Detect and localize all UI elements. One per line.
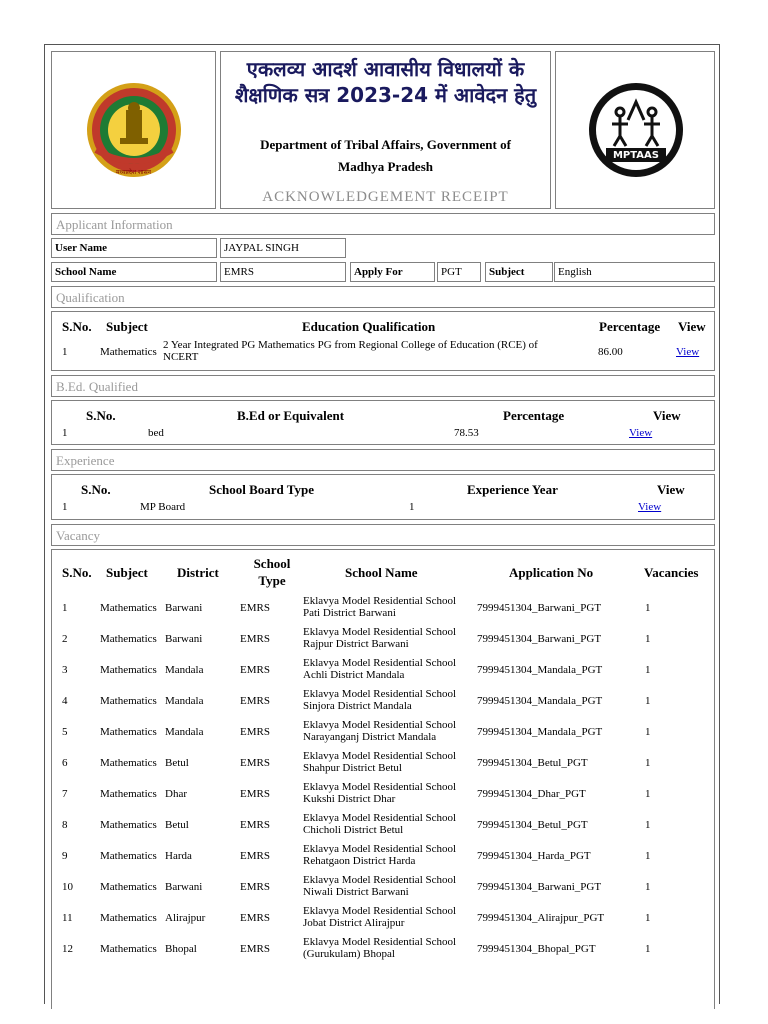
- vac-row-application-no: 7999451304_Harda_PGT: [477, 850, 591, 862]
- bed-row-sno: 1: [62, 427, 68, 439]
- vac-row-application-no: 7999451304_Mandala_PGT: [477, 695, 603, 707]
- vac-row-school-name: Eklavya Model Residential School Niwali District Barwani: [303, 874, 457, 898]
- vac-row-district: Harda: [165, 850, 192, 862]
- vac-row-vacancies: 1: [645, 726, 651, 738]
- bed-header-percentage: Percentage: [503, 408, 565, 423]
- table-row: [52, 872, 714, 903]
- vac-row-subject: Mathematics: [100, 943, 157, 955]
- receipt-page: [44, 44, 720, 1004]
- vac-row-school-name: Eklavya Model Residential School Chicholi District Betul: [303, 812, 457, 836]
- right-logo-text: MPTAAS: [612, 150, 659, 161]
- table-row: [52, 841, 714, 872]
- table-row: [52, 717, 714, 748]
- qualification-section-header: Qualification: [51, 286, 715, 308]
- vac-row-subject: Mathematics: [100, 850, 157, 862]
- qual-row-education: 2 Year Integrated PG Mathematics PG from Regional College of Education (RCE) of NCERT: [163, 339, 538, 363]
- vac-row-application-no: 7999451304_Alirajpur_PGT: [477, 912, 605, 924]
- vac-row-school-name: Eklavya Model Residential School Rehatgaon District Harda: [303, 843, 457, 867]
- qual-header-view: View: [678, 319, 706, 334]
- vac-row-application-no: 7999451304_Betul_PGT: [477, 819, 588, 831]
- qual-row-percentage: 86.00: [598, 346, 623, 358]
- table-row: [52, 593, 714, 624]
- vac-row-school-name: Eklavya Model Residential School Achli District Mandala: [303, 657, 457, 681]
- vac-row-subject: Mathematics: [100, 695, 157, 707]
- vac-row-subject: Mathematics: [100, 726, 157, 738]
- table-row: [52, 903, 714, 934]
- qual-row-sno: 1: [62, 346, 68, 358]
- vac-row-district: Betul: [165, 757, 189, 769]
- vac-row-vacancies: 1: [645, 788, 651, 800]
- vac-row-district: Barwani: [165, 602, 203, 614]
- vac-row-vacancies: 1: [645, 881, 651, 893]
- table-row: [52, 934, 714, 965]
- vac-row-subject: Mathematics: [100, 664, 157, 676]
- vac-row-sno: 5: [62, 726, 68, 738]
- subject-label: Subject: [485, 262, 553, 282]
- exp-header-view: View: [657, 482, 685, 497]
- left-logo-cell: [51, 51, 216, 209]
- exp-row-sno: 1: [62, 501, 68, 513]
- vac-row-school-name: Eklavya Model Residential School Rajpur District Barwani: [303, 626, 457, 650]
- exp-header-board: School Board Type: [209, 482, 314, 497]
- vac-row-school-type: EMRS: [240, 726, 270, 738]
- qual-header-sno: S.No.: [62, 319, 92, 334]
- mptaas-logo: [586, 80, 686, 180]
- vac-header-vacancies: Vacancies: [644, 565, 699, 580]
- exp-header-years: Experience Year: [467, 482, 558, 497]
- bed-header-name: B.Ed or Equivalent: [237, 408, 345, 423]
- vacancy-section-header: Vacancy: [51, 524, 715, 546]
- qualification-table: [51, 311, 715, 371]
- exp-header-sno: S.No.: [81, 482, 111, 497]
- vac-row-sno: 3: [62, 664, 68, 676]
- vac-row-sno: 1: [62, 602, 68, 614]
- vac-row-vacancies: 1: [645, 943, 651, 955]
- vac-header-application-no: Application No: [509, 565, 594, 580]
- vac-row-subject: Mathematics: [100, 757, 157, 769]
- bed-row-name: bed: [148, 427, 164, 439]
- user-name-value: JAYPAL SINGH: [220, 238, 346, 258]
- vac-header-sno: S.No.: [62, 565, 92, 580]
- school-name-value: EMRS: [220, 262, 346, 282]
- apply-for-label: Apply For: [350, 262, 435, 282]
- vac-row-district: Barwani: [165, 633, 203, 645]
- vac-row-school-type: EMRS: [240, 788, 270, 800]
- vac-row-vacancies: 1: [645, 819, 651, 831]
- vac-row-school-type: EMRS: [240, 757, 270, 769]
- school-name-label: School Name: [51, 262, 217, 282]
- vac-row-school-type: EMRS: [240, 943, 270, 955]
- table-row: [52, 655, 714, 686]
- vac-row-sno: 10: [62, 881, 73, 893]
- vac-row-application-no: 7999451304_Barwani_PGT: [477, 881, 602, 893]
- vac-header-school-type: School Type: [253, 556, 291, 588]
- department-name: Department of Tribal Affairs, Government of Madhya Pradesh: [260, 137, 511, 174]
- experience-table: [51, 474, 715, 520]
- vac-row-school-type: EMRS: [240, 881, 270, 893]
- vac-row-school-name: Eklavya Model Residential School Narayanganj District Mandala: [303, 719, 457, 743]
- vac-row-subject: Mathematics: [100, 819, 157, 831]
- vac-row-subject: Mathematics: [100, 633, 157, 645]
- vac-row-vacancies: 1: [645, 695, 651, 707]
- table-row: [52, 810, 714, 841]
- vac-row-subject: Mathematics: [100, 602, 157, 614]
- vac-row-sno: 11: [62, 912, 73, 924]
- vac-row-school-name: Eklavya Model Residential School Shahpur District Betul: [303, 750, 457, 774]
- bed-table: [51, 400, 715, 445]
- vac-row-school-type: EMRS: [240, 819, 270, 831]
- vac-row-school-type: EMRS: [240, 664, 270, 676]
- vac-row-district: Alirajpur: [165, 912, 206, 924]
- vac-row-sno: 12: [62, 943, 73, 955]
- vac-row-sno: 9: [62, 850, 68, 862]
- vac-row-school-name: Eklavya Model Residential School Sinjora District Mandala: [303, 688, 457, 712]
- vac-row-application-no: 7999451304_Bhopal_PGT: [477, 943, 596, 955]
- applicant-section-header: Applicant Information: [51, 213, 715, 235]
- vac-row-application-no: 7999451304_Mandala_PGT: [477, 726, 603, 738]
- user-name-label: User Name: [51, 238, 217, 258]
- vac-header-district: District: [177, 565, 219, 580]
- vac-row-district: Mandala: [165, 726, 204, 738]
- vac-row-sno: 6: [62, 757, 68, 769]
- vac-row-district: Dhar: [165, 788, 187, 800]
- vac-row-school-name: Eklavya Model Residential School Jobat District Alirajpur: [303, 905, 457, 929]
- table-row: [52, 624, 714, 655]
- vac-row-school-type: EMRS: [240, 633, 270, 645]
- apply-for-value: PGT: [437, 262, 481, 282]
- vac-row-sno: 7: [62, 788, 68, 800]
- bed-row-percentage: 78.53: [454, 427, 479, 439]
- vac-row-sno: 8: [62, 819, 68, 831]
- title-cell: [220, 51, 551, 209]
- vac-row-vacancies: 1: [645, 912, 651, 924]
- qual-header-subject: Subject: [106, 319, 148, 334]
- vac-row-application-no: 7999451304_Dhar_PGT: [477, 788, 586, 800]
- bed-header-sno: S.No.: [86, 408, 116, 423]
- vac-row-subject: Mathematics: [100, 881, 157, 893]
- table-row: [52, 686, 714, 717]
- vac-row-vacancies: 1: [645, 757, 651, 769]
- vac-row-district: Mandala: [165, 664, 204, 676]
- qual-row-subject: Mathematics: [100, 346, 157, 358]
- vac-row-school-type: EMRS: [240, 850, 270, 862]
- vac-row-school-name: Eklavya Model Residential School Pati District Barwani: [303, 595, 457, 619]
- vac-row-school-name: Eklavya Model Residential School (Gurukulam) Bhopal: [303, 936, 457, 960]
- vac-row-sno: 2: [62, 633, 68, 645]
- vac-row-district: Mandala: [165, 695, 204, 707]
- exp-row-board: MP Board: [140, 501, 186, 513]
- table-row: [52, 779, 714, 810]
- vac-row-vacancies: 1: [645, 850, 651, 862]
- bed-header-view: View: [653, 408, 681, 423]
- vac-row-school-type: EMRS: [240, 912, 270, 924]
- vac-row-application-no: 7999451304_Barwani_PGT: [477, 633, 602, 645]
- exp-row-years: 1: [409, 501, 415, 513]
- vac-row-vacancies: 1: [645, 602, 651, 614]
- vac-row-subject: Mathematics: [100, 912, 157, 924]
- bed-view-link[interactable]: View: [629, 427, 653, 439]
- vac-header-school-name: School Name: [345, 565, 418, 580]
- vac-row-application-no: 7999451304_Mandala_PGT: [477, 664, 603, 676]
- qual-view-link[interactable]: View: [676, 346, 700, 358]
- qual-header-education: Education Qualification: [302, 319, 436, 334]
- vac-row-application-no: 7999451304_Betul_PGT: [477, 757, 588, 769]
- vac-header-subject: Subject: [106, 565, 148, 580]
- vac-row-school-type: EMRS: [240, 695, 270, 707]
- vac-row-district: Betul: [165, 819, 189, 831]
- hindi-title: एकलव्य आदर्श आवासीय विधालयों के शैक्षणिक सत्र 2023-24 में आवेदन हेतु: [234, 57, 537, 107]
- receipt-title: ACKNOWLEDGEMENT RECEIPT: [262, 189, 509, 205]
- vac-row-vacancies: 1: [645, 633, 651, 645]
- subject-value: English: [554, 262, 715, 282]
- vacancy-table: [51, 549, 715, 1009]
- experience-section-header: Experience: [51, 449, 715, 471]
- right-logo-cell: [555, 51, 715, 209]
- vac-row-district: Barwani: [165, 881, 203, 893]
- vac-row-school-name: Eklavya Model Residential School Kukshi District Dhar: [303, 781, 457, 805]
- qual-header-percentage: Percentage: [599, 319, 661, 334]
- bed-section-header: B.Ed. Qualified: [51, 375, 715, 397]
- vac-row-application-no: 7999451304_Barwani_PGT: [477, 602, 602, 614]
- vac-row-sno: 4: [62, 695, 68, 707]
- mp-government-emblem: [84, 80, 184, 180]
- left-logo-text: मध्यप्रदेश शासन: [116, 169, 151, 176]
- vac-row-subject: Mathematics: [100, 788, 157, 800]
- vac-row-vacancies: 1: [645, 664, 651, 676]
- table-row: [52, 748, 714, 779]
- vac-row-school-type: EMRS: [240, 602, 270, 614]
- exp-view-link[interactable]: View: [638, 501, 662, 513]
- vac-row-district: Bhopal: [165, 943, 197, 955]
